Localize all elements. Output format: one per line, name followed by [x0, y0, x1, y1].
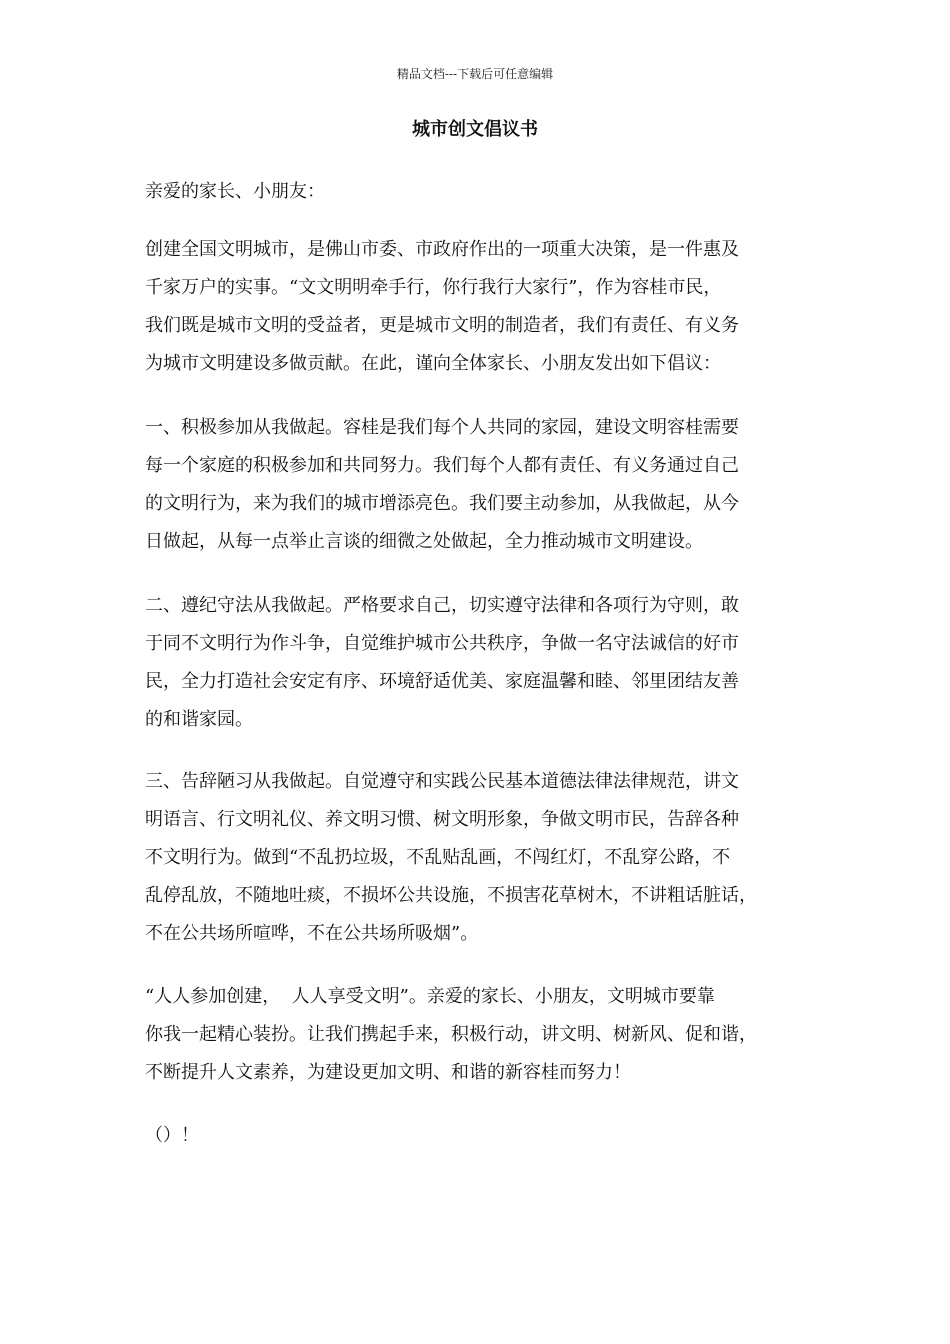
paragraph-line: 一、积极参加从我做起。容桂是我们每个人共同的家园，建设文明容桂需要	[145, 417, 739, 438]
paragraph-line: 乱停乱放，不随地吐痰，不损坏公共设施，不损害花草树木，不讲粗话脏话，	[145, 885, 757, 906]
paragraph-line: 你我一起精心装扮。让我们携起手来，积极行动，讲文明、树新风、促和谐，	[145, 1024, 757, 1045]
paragraph-line: 千家万户的实事。“文文明明牵手行，你行我行大家行”，作为容桂市民，	[145, 277, 722, 298]
paragraph-one	[145, 409, 815, 561]
paragraph-line: 二、遵纪守法从我做起。严格要求自己，切实遵守法律和各项行为守则，敢	[145, 595, 739, 616]
sign-off	[145, 1117, 815, 1155]
paragraph-line: 我们既是城市文明的受益者，更是城市文明的制造者，我们有责任、有义务	[145, 315, 739, 336]
paragraph-line: 三、告辞陋习从我做起。自觉遵守和实践公民基本道德法律法律规范，讲文	[145, 771, 739, 792]
paragraph-line: 明语言、行文明礼仪、养文明习惯、树文明形象，争做文明市民，告辞各种	[145, 809, 739, 830]
paragraph-line: 的和谐家园。	[145, 709, 253, 730]
salutation	[145, 173, 815, 211]
paragraph-line: 民，全力打造社会安定有序、环境舒适优美、家庭温馨和睦、邻里团结友善	[145, 671, 739, 692]
paragraph-line: 为城市文明建设多做贡献。在此，谨向全体家长、小朋友发出如下倡议：	[145, 353, 721, 374]
paragraph-line: 日做起，从每一点举止言谈的细微之处做起，全力推动城市文明建设。	[145, 531, 703, 552]
header-note: 精品文档---下载后可任意编辑	[396, 67, 554, 81]
paragraph-line: 不文明行为。做到“不乱扔垃圾，不乱贴乱画，不闯红灯，不乱穿公路，不	[145, 847, 731, 868]
paragraph-line: “人人参加创建， 人人享受文明”。亲爱的家长、小朋友，文明城市要靠	[145, 986, 715, 1007]
document-title: 城市创文倡议书	[412, 119, 538, 140]
paragraph-three	[145, 763, 815, 953]
paragraph-line: 创建全国文明城市，是佛山市委、市政府作出的一项重大决策，是一件惠及	[145, 239, 739, 260]
paragraph-line: 于同不文明行为作斗争，自觉维护城市公共秩序，争做一名守法诚信的好市	[145, 633, 739, 654]
sign-off-text: （）！	[145, 1125, 199, 1146]
paragraph-two	[145, 587, 815, 739]
salutation-text: 亲爱的家长、小朋友：	[145, 181, 325, 202]
paragraph-closing	[145, 978, 815, 1092]
paragraph-line: 不在公共场所喧哗，不在公共场所吸烟”。	[145, 923, 479, 944]
paragraph-intro	[145, 231, 815, 383]
paragraph-line: 不断提升人文素养，为建设更加文明、和谐的新容桂而努力！	[145, 1062, 631, 1083]
paragraph-line: 的文明行为，来为我们的城市增添亮色。我们要主动参加，从我做起，从今	[145, 493, 739, 514]
paragraph-line: 每一个家庭的积极参加和共同努力。我们每个人都有责任、有义务通过自己	[145, 455, 739, 476]
